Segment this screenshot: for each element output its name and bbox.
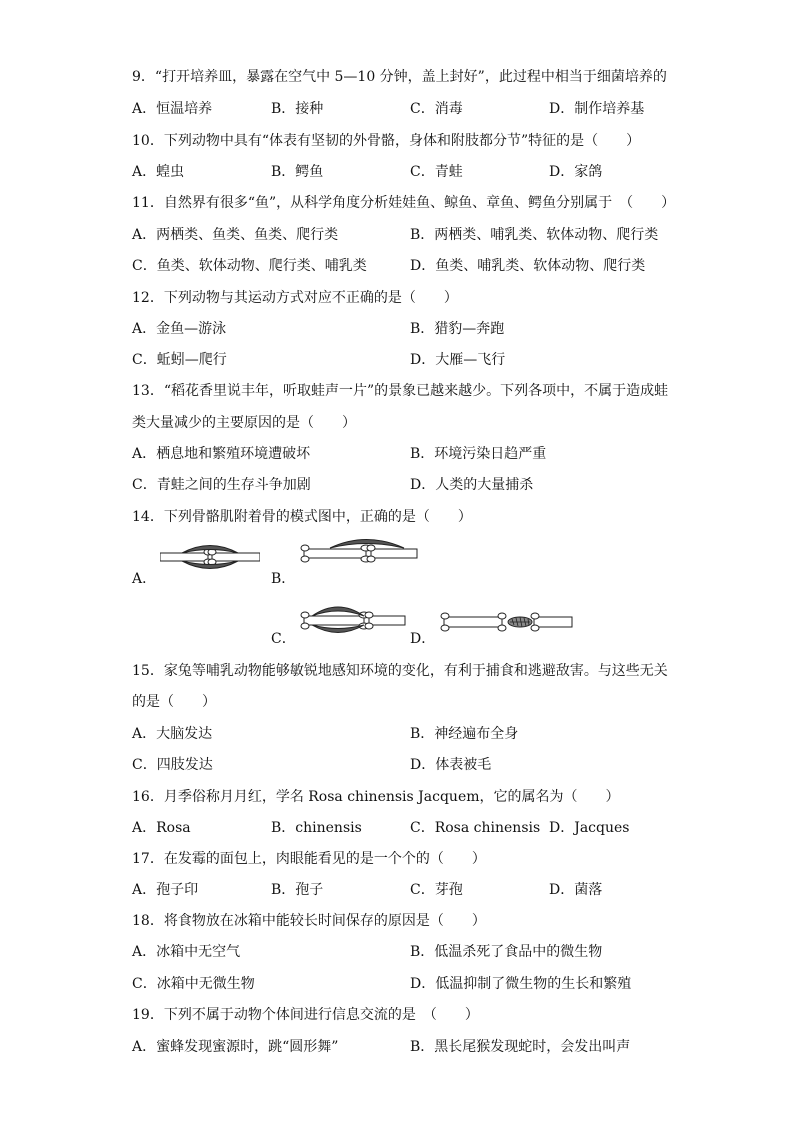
q12-option-c: C．蚯蚓—爬行 [132,352,227,368]
q11-option-a: A．两栖类、鱼类、鱼类、爬行类 [132,227,339,243]
q14-figure-d [440,608,574,636]
q13-option-a: A．栖息地和繁殖环境遭破坏 [132,446,311,462]
q17-option-d: D．菌落 [549,882,603,898]
q19-option-b: B．黑长尾猴发现蛇时，会发出叫声 [410,1039,631,1055]
q16-option-d: D．Jacques [549,820,630,836]
q19-stem: 19．下列不属于动物个体间进行信息交流的是 （ ） [132,1007,479,1023]
q16-option-b: B．chinensis [271,820,362,836]
q14-option-d-label: D． [410,631,436,647]
q10-option-a: A．蝗虫 [132,164,185,180]
q9-option-a: A．恒温培养 [132,101,213,117]
q9-option-d: D．制作培养基 [549,101,645,117]
q13-option-d: D．人类的大量捕杀 [410,477,534,493]
q15-option-c: C．四肢发达 [132,757,213,773]
q12-option-b: B．猎豹—奔跑 [410,321,505,337]
q10-option-d: D．家鸽 [549,164,603,180]
q11-option-c: C．鱼类、软体动物、爬行类、哺乳类 [132,258,367,274]
q15-stem-line1: 15．家兔等哺乳动物能够敏锐地感知环境的变化，有利于捕食和逃避敌害。与这些无关 [132,663,668,679]
q14-figure-a [160,538,260,578]
q11-option-d: D．鱼类、哺乳类、软体动物、爬行类 [410,258,646,274]
q14-figure-c [300,600,406,640]
q17-option-c: C．芽孢 [410,882,463,898]
q14-option-a-label: A． [132,571,157,587]
q12-stem: 12．下列动物与其运动方式对应不正确的是（ ） [132,290,458,306]
q18-stem: 18．将食物放在冰箱中能较长时间保存的原因是（ ） [132,913,486,929]
q15-option-d: D．体表被毛 [410,757,492,773]
q18-option-a: A．冰箱中无空气 [132,944,241,960]
q16-option-a: A．Rosa [132,820,191,836]
q9-option-c: C．消毒 [410,101,463,117]
q15-option-a: A．大脑发达 [132,726,213,742]
q12-option-a: A．金鱼—游泳 [132,321,227,337]
q12-option-d: D．大雁—飞行 [410,352,506,368]
q14-option-c-label: C． [271,631,296,647]
q10-stem: 10．下列动物中具有“体表有坚韧的外骨骼，身体和附肢都分节”特征的是（ ） [132,133,641,149]
q14-option-b-label: B． [271,571,296,587]
q9-option-b: B．接种 [271,101,324,117]
q10-option-b: B．鳄鱼 [271,164,324,180]
q13-stem-line2: 类大量减少的主要原因的是（ ） [132,415,356,431]
q14-figure-b [300,533,418,573]
q9-stem: 9．“打开培养皿，暴露在空气中 5—10 分钟，盖上封好”，此过程中相当于细菌培养的 [132,69,667,85]
q18-option-c: C．冰箱中无微生物 [132,976,255,992]
q13-stem-line1: 13．“稻花香里说丰年，听取蛙声一片”的景象已越来越少。下列各项中，不属于造成蛙 [132,383,669,399]
q15-stem-line2: 的是（ ） [132,694,216,710]
q14-stem: 14．下列骨骼肌附着骨的模式图中，正确的是（ ） [132,509,472,525]
q13-option-c: C．青蛙之间的生存斗争加剧 [132,477,311,493]
q16-option-c: C．Rosa chinensis [410,820,541,836]
q17-stem: 17．在发霉的面包上，肉眼能看见的是一个个的（ ） [132,851,486,867]
q18-option-d: D．低温抑制了微生物的生长和繁殖 [410,976,632,992]
q17-option-b: B．孢子 [271,882,324,898]
q11-stem: 11．自然界有很多“鱼”，从科学角度分析娃娃鱼、鲸鱼、章鱼、鳄鱼分别属于 （ ） [132,195,676,211]
q19-option-a: A．蜜蜂发现蜜源时，跳“圆形舞” [132,1039,339,1055]
q16-stem: 16．月季俗称月月红，学名 Rosa chinensis Jacquem，它的属名为（ ） [132,789,620,805]
q10-option-c: C．青蛙 [410,164,463,180]
q13-option-b: B．环境污染日趋严重 [410,446,547,462]
q11-option-b: B．两栖类、哺乳类、软体动物、爬行类 [410,227,659,243]
q18-option-b: B．低温杀死了食品中的微生物 [410,944,603,960]
q15-option-b: B．神经遍布全身 [410,726,519,742]
q17-option-a: A．孢子印 [132,882,199,898]
